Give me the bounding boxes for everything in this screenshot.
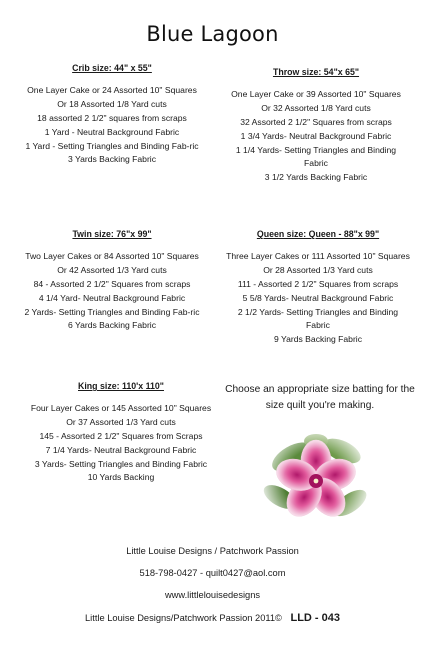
twin-line: 6 Yards Backing Fabric [67, 320, 157, 331]
copyright-text: Little Louise Designs/Patchwork Passion 2011© [85, 613, 282, 623]
king-size-section [22, 380, 220, 485]
king-line: Or 37 Assorted 1/3 Yard cuts [66, 416, 176, 427]
king-line: 3 Yards- Setting Triangles and Binding Fabric [34, 458, 208, 469]
king-line: 10 Yards Backing [87, 472, 155, 483]
twin-size-header: Twin size: 76"x 99" [72, 229, 152, 239]
footer-contact: 518-798-0427 - quilt0427@aol.com [139, 568, 286, 578]
throw-line: Or 32 Assorted 1/8 Yard cuts [261, 102, 371, 113]
king-line: Four Layer Cakes or 145 Assorted 10" Squares [30, 402, 212, 413]
twin-line: 2 Yards- Setting Triangles and Binding Fab-ric [24, 306, 200, 317]
crib-line: Or 18 Assorted 1/8 Yard cuts [57, 98, 167, 109]
twin-line: 4 1/4 Yard- Neutral Background Fabric [38, 292, 186, 303]
crib-line: One Layer Cake or 24 Assorted 10" Squares [27, 84, 197, 95]
pattern-code: LLD - 043 [290, 612, 340, 624]
throw-line: 32 Assorted 2 1/2" Squares from scraps [240, 116, 392, 127]
king-size-header: King size: 110'x 110" [78, 381, 164, 391]
throw-size-section [226, 66, 406, 185]
twin-line: Two Layer Cakes or 84 Assorted 10" Squares [25, 250, 199, 261]
queen-line: 111 - Assorted 2 1/2" Squares from scraps [237, 278, 399, 289]
pattern-title: Blue Lagoon [146, 22, 279, 46]
footer-company: Little Louise Designs / Patchwork Passion [126, 546, 299, 556]
throw-size-header: Throw size: 54"x 65" [272, 67, 360, 77]
crib-line: 1 Yard - Setting Triangles and Binding Fab-ric [25, 140, 199, 151]
king-line: 7 1/4 Yards- Neutral Background Fabric [45, 444, 197, 455]
footer-copyright-line [0, 612, 425, 624]
queen-line: Or 28 Assorted 1/3 Yard cuts [263, 264, 373, 275]
queen-line: Three Layer Cakes or 111 Assorted 10" Squares [226, 250, 410, 261]
crib-line: 3 Yards Backing Fabric [67, 154, 157, 165]
crib-size-section [24, 62, 200, 167]
footer-website: www.littlelouisedesigns [164, 590, 261, 600]
twin-size-section [24, 228, 200, 333]
crib-line: 18 assorted 2 1/2" squares from scraps [37, 112, 187, 123]
hibiscus-flower-image [258, 423, 374, 539]
queen-line: 9 Yards Backing Fabric [273, 334, 363, 345]
throw-line: One Layer Cake or 39 Assorted 10" Squares [231, 88, 401, 99]
queen-line: 5 5/8 Yards- Neutral Background Fabric [242, 292, 394, 303]
king-line: 145 - Assorted 2 1/2" Squares from Scraps [39, 430, 203, 441]
throw-line: 3 1/2 Yards Backing Fabric [264, 172, 368, 183]
batting-note: Choose an appropriate size batting for the size quilt you're making. [225, 384, 415, 411]
throw-line: 1 3/4 Yards- Neutral Background Fabric [240, 130, 392, 141]
crib-size-header: Crib size: 44" x 55" [72, 63, 152, 73]
throw-line: 1 1/4 Yards- Setting Triangles and Binding Fabric [235, 144, 397, 169]
queen-size-header: Queen size: Queen - 88"x 99" [256, 229, 380, 239]
queen-size-section [226, 228, 410, 347]
crib-line: 1 Yard - Neutral Background Fabric [44, 126, 180, 137]
twin-line: 84 - Assorted 2 1/2" Squares from scraps [33, 278, 191, 289]
queen-line: 2 1/2 Yards- Setting Triangles and Binding Fabric [237, 306, 399, 331]
twin-line: Or 42 Assorted 1/3 Yard cuts [57, 264, 167, 275]
